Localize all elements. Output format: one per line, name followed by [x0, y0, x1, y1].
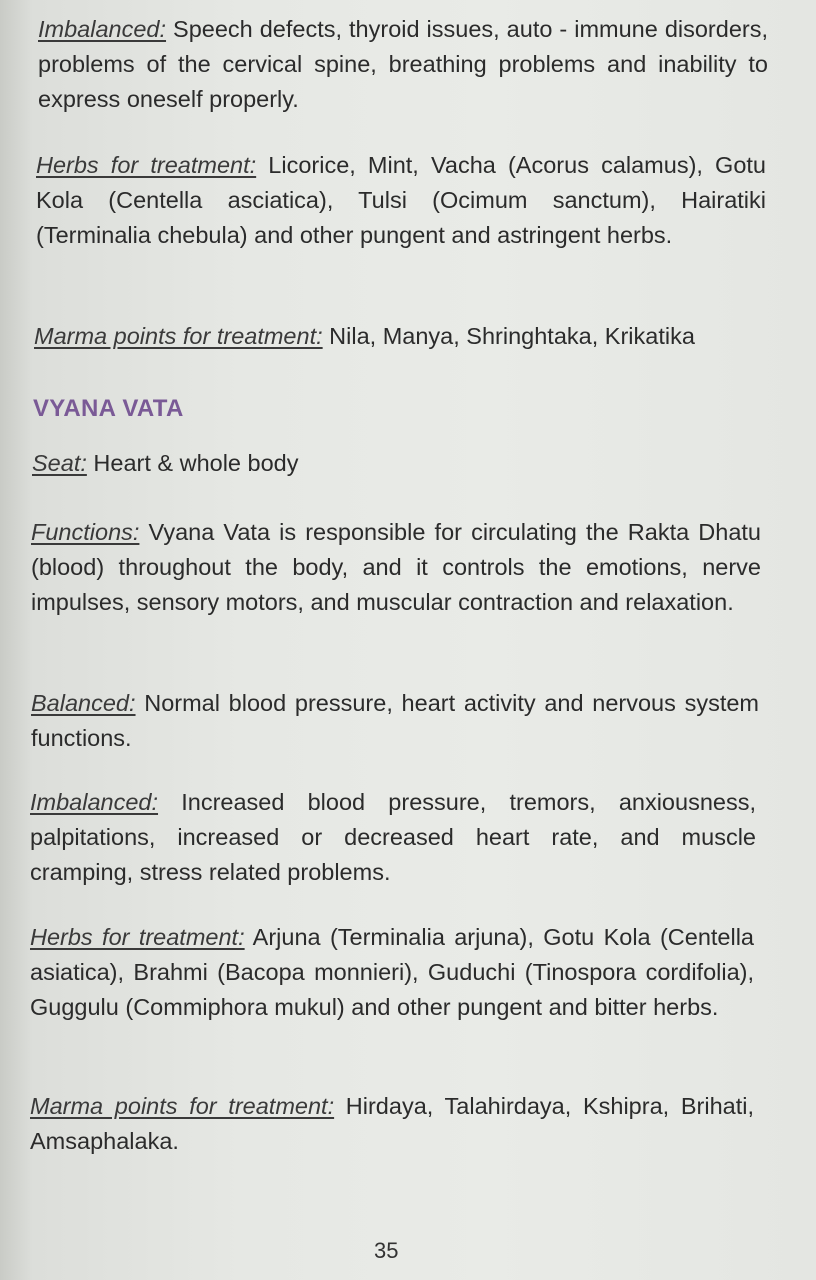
- seat-text: Heart & whole body: [86, 450, 299, 476]
- functions-paragraph: [31, 515, 761, 620]
- seat-label: Seat:: [32, 450, 87, 476]
- herbs-paragraph: [30, 920, 754, 1025]
- balanced-label: Balanced:: [31, 690, 136, 716]
- imbalanced-label: Imbalanced:: [30, 789, 159, 815]
- marma-text: Hirdaya, Talahirdaya, Kshipra, Brihati, Amsaphalaka.: [30, 1093, 754, 1154]
- balanced-paragraph: [31, 686, 759, 756]
- marma-label: Marma points for treatment:: [30, 1093, 335, 1119]
- functions-label: Functions:: [31, 519, 140, 545]
- marma-paragraph: [30, 1089, 754, 1159]
- balanced-text: Normal blood pressure, heart activity and nervous system functions.: [31, 690, 759, 751]
- prev-marma-paragraph: [34, 319, 774, 354]
- prev-marma-text: Nila, Manya, Shringhtaka, Krikatika: [322, 323, 695, 349]
- prev-herbs-label: Herbs for treatment:: [36, 152, 257, 178]
- prev-imbalanced-paragraph: [38, 12, 768, 117]
- imbalanced-text: Increased blood pressure, tremors, anxiousness, palpitations, increased or decreased heart rate, and muscle cramping, stress related problems.: [30, 789, 756, 885]
- herbs-label: Herbs for treatment:: [30, 924, 245, 950]
- seat-paragraph: [32, 446, 772, 481]
- prev-imbalanced-label: Imbalanced:: [38, 16, 167, 42]
- imbalanced-paragraph: [30, 785, 756, 890]
- functions-text: Vyana Vata is responsible for circulating the Rakta Dhatu (blood) throughout the body, and it controls the emotions, nerve impulses, sensory motors, and muscular contraction and relaxation.: [31, 519, 761, 615]
- page-number: 35: [374, 1238, 399, 1263]
- herbs-text: Arjuna (Terminalia arjuna), Gotu Kola (Centella asiatica), Brahmi (Bacopa monnieri), Guduchi (Tinospora cordifolia), Guggulu (Commiphora mukul) and other pungent and bitter herbs.: [30, 924, 755, 1020]
- prev-marma-label: Marma points for treatment:: [34, 323, 323, 349]
- prev-imbalanced-text: Speech defects, thyroid issues, auto - immune disorders, problems of the cervical spine, breathing problems and inability to express oneself properly.: [38, 16, 768, 112]
- section-heading: VYANA VATA: [33, 395, 184, 422]
- prev-herbs-text: Licorice, Mint, Vacha (Acorus calamus), Gotu Kola (Centella asciatica), Tulsi (Ocimum sanctum), Hairatiki (Terminalia chebula) and other pungent and astringent herbs.: [36, 152, 766, 248]
- prev-herbs-paragraph: [36, 148, 766, 253]
